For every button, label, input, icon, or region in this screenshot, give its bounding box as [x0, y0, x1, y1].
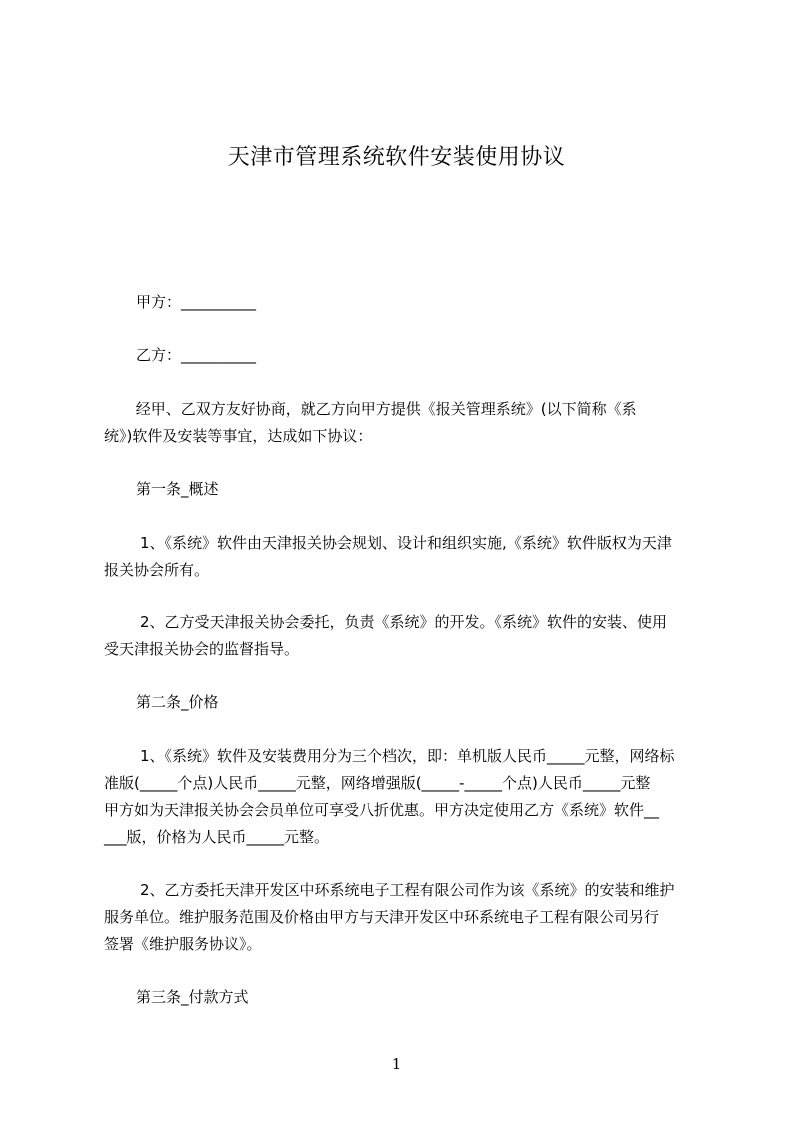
article2-item1-line-2: 准版(_____个点)人民币_____元整，网络增强版(_____-_____个点)人民币_____元整	[104, 774, 651, 792]
document-title: 天津市管理系统软件安装使用协议	[227, 145, 566, 170]
party-b-line: 乙方：__________	[136, 346, 257, 364]
article1-item2-line-2: 受天津报关协会的监督指导。	[104, 640, 300, 658]
article1-item1-line-2: 报关协会所有。	[104, 561, 210, 579]
article1-item2-line-1: 2、乙方受天津报关协会委托，负责《系统》的开发。《系统》软件的安装、使用	[140, 613, 668, 631]
party-a-line: 甲方：__________	[136, 293, 257, 311]
article2-item2-line-1: 2、乙方委托天津开发区中环系统电子工程有限公司作为该《系统》的安装和维护	[140, 881, 675, 899]
intro-line-2: 统》)软件及安装等事宜，达成如下协议：	[104, 427, 373, 445]
intro-line-1: 经甲、乙双方友好协商，就乙方向甲方提供《报关管理系统》(以下简称《系	[131, 400, 637, 418]
article2-item1-line-3: 甲方如为天津报关协会会员单位可享受八折优惠。甲方决定使用乙方《系统》软件__	[104, 801, 660, 819]
article3-heading: 第三条_付款方式	[136, 988, 249, 1006]
article2-item2-line-3: 签署《维护服务协议》。	[104, 935, 262, 953]
article1-heading: 第一条_概述	[136, 480, 219, 498]
article2-item1-line-4: ___版，价格为人民币_____元整。	[104, 828, 330, 846]
article2-heading: 第二条_价格	[136, 693, 219, 711]
article2-item1-line-1: 1、《系统》软件及安装费用分为三个档次，即：单机版人民币_____元整，网络标	[140, 747, 675, 765]
article2-item2-line-2: 服务单位。维护服务范围及价格由甲方与天津开发区中环系统电子工程有限公司另行	[104, 908, 660, 926]
article1-item1-line-1: 1、《系统》软件由天津报关协会规划、设计和组织实施,《系统》软件版权为天津	[140, 534, 672, 552]
page-number: 1	[391, 1055, 402, 1073]
